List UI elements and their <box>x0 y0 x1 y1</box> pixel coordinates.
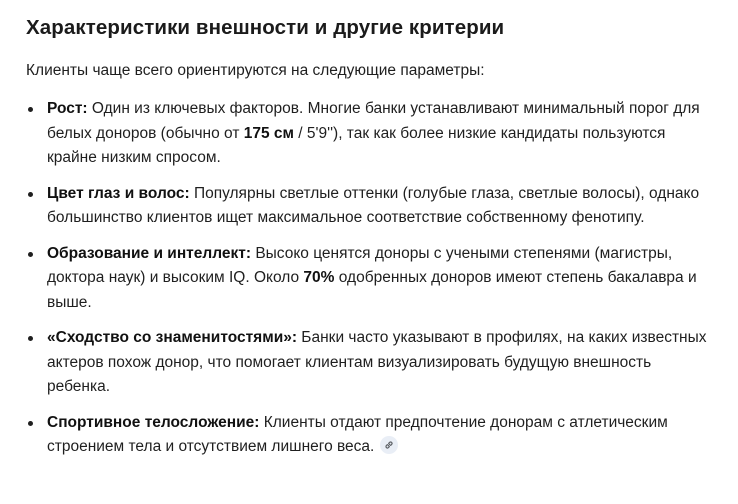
list-item-celebrity <box>26 326 708 400</box>
item-label: Спортивное телосложение: <box>47 413 260 431</box>
bullet-dot <box>28 192 33 197</box>
item-text-end: / 5'9''), так как более низкие кандидаты пользуются крайне низким спросом. <box>47 124 666 166</box>
bullet-dot <box>28 252 33 257</box>
source-link-button[interactable] <box>380 436 398 454</box>
item-highlight: 175 см <box>243 124 294 142</box>
item-text: Популярны светлые оттенки (голубые глаза, светлые волосы), однако большинство клиентов ищет максимальное соответствие собственному фенотипу. <box>47 184 700 226</box>
item-text: Один из ключевых факторов. Многие банки устанавливают минимальный порог для белых доноров (обычно от <box>47 100 700 142</box>
bullet-dot <box>28 421 33 426</box>
criteria-list <box>26 97 708 460</box>
list-item-eyes-hair <box>26 182 708 231</box>
item-text: Банки часто указывают в профилях, на каких известных актеров похож донор, что помогает клиентам визуализировать будущую внешность ребенка. <box>47 329 707 395</box>
list-item-height <box>26 97 708 171</box>
section-heading: Характеристики внешности и другие критерии <box>26 16 505 39</box>
item-label: Цвет глаз и волос: <box>47 184 190 202</box>
item-label: «Сходство со знаменитостями»: <box>47 329 297 346</box>
item-text-end: одобренных доноров имеют степень бакалавра и выше. <box>47 269 697 311</box>
intro-text: Клиенты чаще всего ориентируются на следующие параметры: <box>26 62 485 79</box>
list-item-athletic <box>26 411 708 460</box>
item-label: Рост: <box>47 100 88 117</box>
item-text: Высоко ценятся доноры с учеными степенями (магистры, доктора наук) и высоким IQ. Около <box>47 244 673 286</box>
item-highlight: 70% <box>303 269 335 286</box>
bullet-dot <box>28 107 33 112</box>
bullet-dot <box>28 336 33 341</box>
list-item-education <box>26 242 708 316</box>
item-label: Образование и интеллект: <box>47 244 252 262</box>
item-text: Клиенты отдают предпочтение донорам с атлетическим строением тела и отсутствием лишнего веса. <box>47 413 668 455</box>
link-icon <box>384 440 394 450</box>
